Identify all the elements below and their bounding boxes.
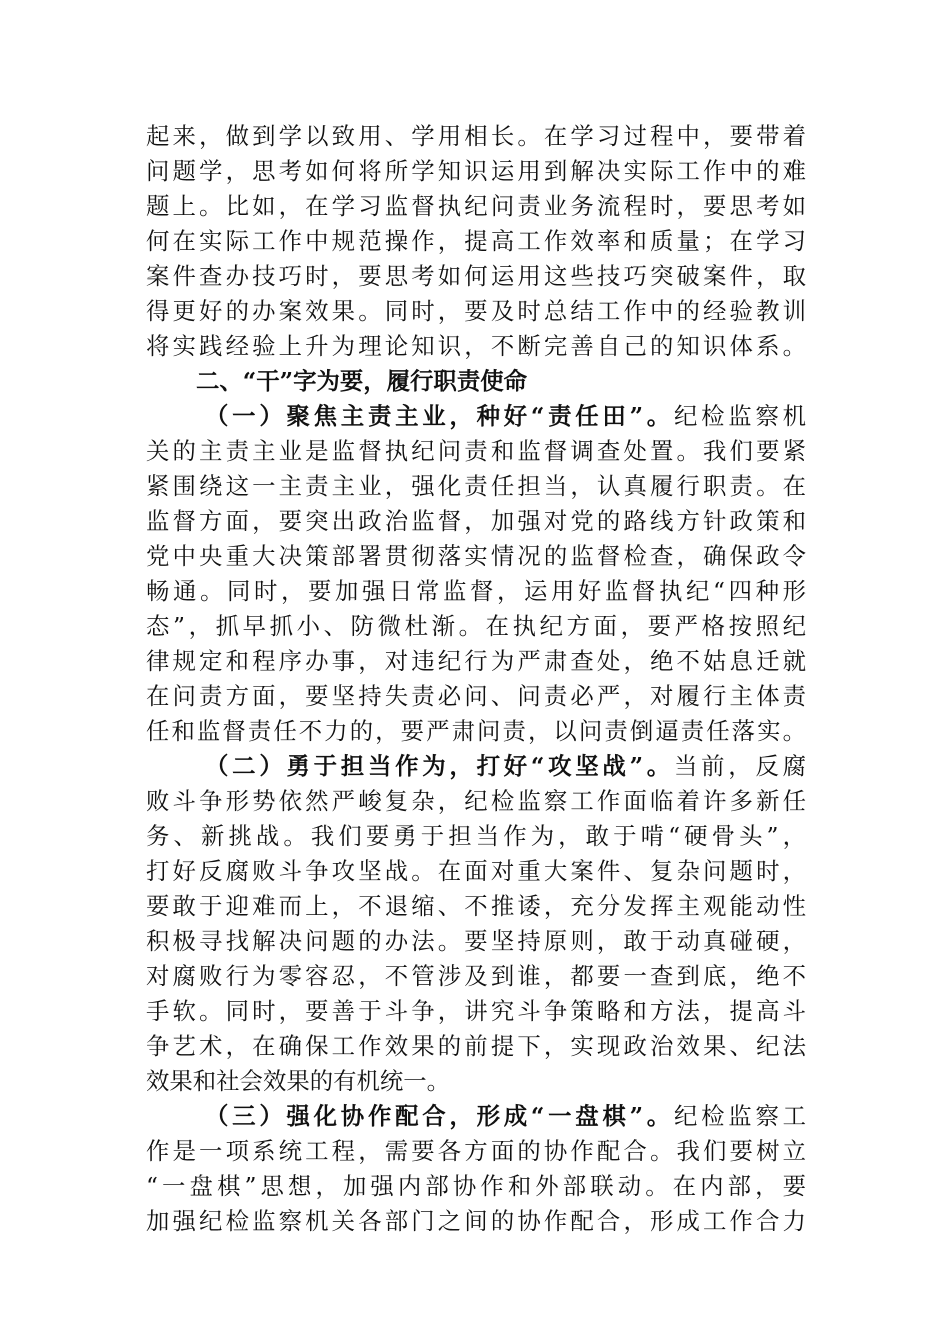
body-text-span: 纪检监察机 [673, 402, 806, 430]
body-text-line: 何在实际工作中规范操作，提高工作效率和质量；在学习 [146, 227, 806, 255]
subsection-title: （二）勇于担当作为，打好“攻坚战”。 [205, 752, 674, 780]
body-text-line: 任和监督责任不力的，要严肃问责，以问责倒逼责任落实。 [146, 717, 806, 745]
body-text-line: 加强纪检监察机关各部门之间的协作配合，形成工作合力 [146, 1207, 806, 1235]
body-text-line: 效果和社会效果的有机统一。 [146, 1067, 451, 1095]
body-text-line: 问题学，思考如何将所学知识运用到解决实际工作中的难 [146, 157, 806, 185]
body-text-line: 得更好的办案效果。同时，要及时总结工作中的经验教训 [146, 297, 806, 325]
body-text-line: 积极寻找解决问题的办法。要坚持原则，敢于动真碰硬， [146, 927, 806, 955]
body-text-line: 在问责方面，要坚持失责必问、问责必严，对履行主体责 [146, 682, 806, 710]
subsection-first-line [205, 398, 806, 434]
body-text-line: 要敢于迎难而上，不退缩、不推诿，充分发挥主观能动性 [146, 892, 806, 920]
body-text-line: 打好反腐败斗争攻坚战。在面对重大案件、复杂问题时， [146, 857, 806, 885]
section-heading: 二、“干”字为要，履行职责使命 [196, 367, 527, 395]
body-text-line: 争艺术，在确保工作效果的前提下，实现政治效果、纪法 [146, 1032, 806, 1060]
subsection-first-line [205, 1098, 806, 1134]
body-text-line: 律规定和程序办事，对违纪行为严肃查处，绝不姑息迁就 [146, 647, 806, 675]
subsection-first-line [205, 748, 806, 784]
body-text-span: 纪检监察工 [673, 1102, 806, 1130]
body-text-line: 关的主责主业是监督执纪问责和监督调查处置。我们要紧 [146, 437, 806, 465]
body-text-line: 监督方面，要突出政治监督，加强对党的路线方针政策和 [146, 507, 806, 535]
body-text-line: 案件查办技巧时，要思考如何运用这些技巧突破案件，取 [146, 262, 806, 290]
subsection-title: （一）聚焦主责主业，种好“责任田”。 [205, 402, 674, 430]
body-text-line: 将实践经验上升为理论知识，不断完善自己的知识体系。 [146, 332, 806, 360]
subsection-title: （三）强化协作配合，形成“一盘棋”。 [205, 1102, 674, 1130]
body-text-line: 务、新挑战。我们要勇于担当作为，敢于啃“硬骨头”， [146, 822, 806, 850]
body-text-line: 题上。比如，在学习监督执纪问责业务流程时，要思考如 [146, 192, 806, 220]
body-text-line: 党中央重大决策部署贯彻落实情况的监督检查，确保政令 [146, 542, 806, 570]
body-text-span: 当前，反腐 [673, 752, 806, 780]
body-text-line: 畅通。同时，要加强日常监督，运用好监督执纪“四种形 [146, 577, 806, 605]
body-text-line: 紧围绕这一主责主业，强化责任担当，认真履行职责。在 [146, 472, 806, 500]
body-text-line: 败斗争形势依然严峻复杂，纪检监察工作面临着许多新任 [146, 787, 806, 815]
body-text-line: 态”，抓早抓小、防微杜渐。在执纪方面，要严格按照纪 [146, 612, 806, 640]
body-text-line: 作是一项系统工程，需要各方面的协作配合。我们要树立 [146, 1137, 806, 1165]
body-text-line: 起来，做到学以致用、学用相长。在学习过程中，要带着 [146, 122, 806, 150]
body-text-line: 手软。同时，要善于斗争，讲究斗争策略和方法，提高斗 [146, 997, 806, 1025]
body-text-line: 对腐败行为零容忍，不管涉及到谁，都要一查到底，绝不 [146, 962, 806, 990]
body-text-line: “一盘棋”思想，加强内部协作和外部联动。在内部，要 [146, 1172, 806, 1200]
